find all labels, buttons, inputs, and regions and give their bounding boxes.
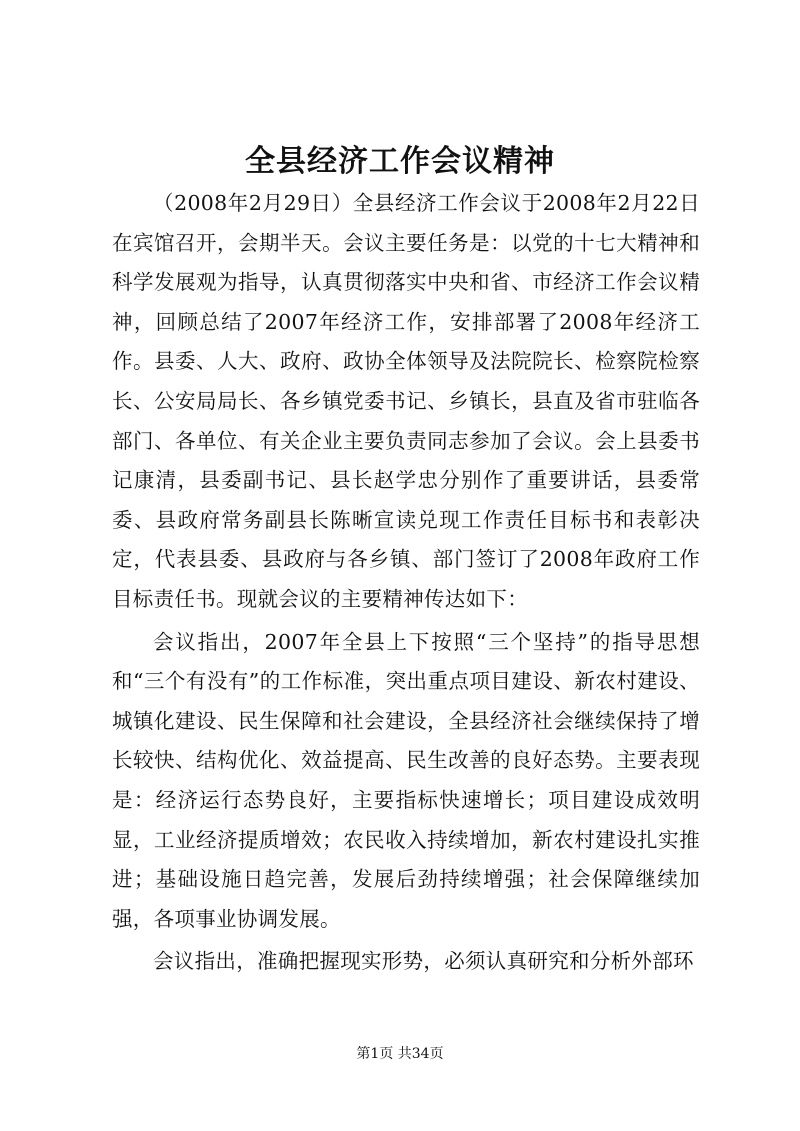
document-title: 全县经济工作会议精神 (245, 144, 555, 179)
paragraph-meeting-overview: （2008年2月29日）全县经济工作会议于2008年2月22日在宾馆召开，会期半天。会议主要任务是：以党的十七大精神和科学发展观为指导，认真贯彻落实中央和省、市经济工作会议精神，回顾总结了2007年经济工作，安排部署了2008年经济工作。县委、人大、政府、政协全体领导及法院院长、检察院检察长、公安局局长、各乡镇党委书记、乡镇长，县直及省市驻临各部门、各单位、有关企业主要负责同志参加了会议。会上县委书记康清，县委副书记、县长赵学忠分别作了重要讲话，县委常委、县政府常务副县长陈晰宣读兑现工作责任目标书和表彰决定，代表县委、县政府与各乡镇、部门签订了2008年政府工作目标责任书。现就会议的主要精神传达如下： (112, 191, 700, 611)
paragraph-situation-analysis: 会议指出，准确把握现实形势，必须认真研究和分析外部环 (153, 949, 694, 974)
paragraph-2007-review: 会议指出，2007年全县上下按照“三个坚持”的指导思想和“三个有没有”的工作标准，突出重点项目建设、新农村建设、城镇化建设、民生保障和社会建设，全县经济社会继续保持了增长较快、结构优化、效益提高、民生改善的良好态势。主要表现是：经济运行态势良好，主要指标快速增长；项目建设成效明显，工业经济提质增效；农民收入持续增加，新农村建设扎实推进；基础设施日趋完善，发展后劲持续增强；社会保障继续加强，各项事业协调发展。 (112, 629, 700, 931)
page-number-footer: 第1页 共34页 (356, 1046, 444, 1062)
document-body (112, 184, 700, 982)
